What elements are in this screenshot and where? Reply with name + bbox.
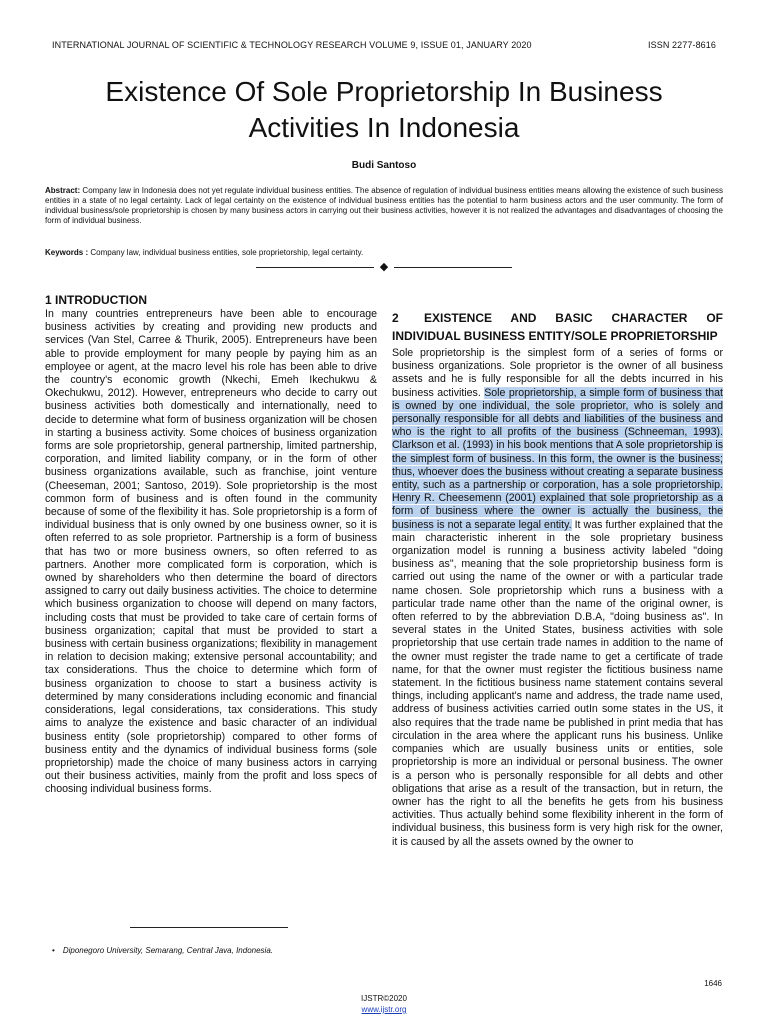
footnote-rule <box>130 927 288 928</box>
page-number: 1646 <box>704 979 722 988</box>
section-2-text-before: Sole proprietorship is the simplest form of a series of forms or business organizations. Sole proprietor is the owner of all business assets and he is fully responsible for all the debts incurred in his business activities. <box>392 347 723 399</box>
highlighted-text-selection[interactable]: Sole proprietorship, a simple form of business that is owned by one individual, the sole proprietor, who is solely and personally responsible for all debts and liabilities of the business and who is the right to all profits of the business (Schneeman, 1993). Clarkson et al. (1993) in his book mentions that A sole proprietorship is the simplest form of business. In this form, the owner is the business; thus, whoever does the business without creating a separate business entity, such as a partnership or corporation, has a sole proprietorship. Henry R. Cheesemenn (2001) explained that sole proprietorship as a form of business where the owner is actually the business, the business is not a separate legal entity. <box>392 386 724 531</box>
abstract-label: Abstract: <box>45 186 81 195</box>
keywords <box>45 248 723 258</box>
title-line-2: Activities In Indonesia <box>248 112 520 143</box>
right-column <box>392 309 723 849</box>
section-divider <box>0 262 768 273</box>
affiliation-text: Diponegoro University, Semarang, Central Java, Indonesia. <box>62 946 273 955</box>
abstract <box>45 186 723 226</box>
affiliation-footnote <box>52 946 368 955</box>
keywords-label: Keywords : <box>45 248 89 257</box>
section-1-body: In many countries entrepreneurs have been able to encourage business activities by creating and providing new products and services (Van Stel, Carree & Thurik, 2005). Entrepreneurs have been able to provide employment for many people by paying him as an employee or agent, at the macro level his role has been able to drive the country's economic growth (Nkechi, Emeh Ikechukwu & Okechukwu, 2012). However, entrepreneurs who decide to carry out business activities both domestically and internationally, need to decide to determine what form of business organization will be chosen in starting a business activity. Some choices of business organization forms are sole proprietorship, general partnership, limited partnership, corporation, and limited liability company, or in the form of other business organizations available, such as franchise, joint venture (Cheeseman, 2001; Santoso, 2019). Sole proprietorship is the most common form of business and is often found in the community because of some of the flexibility it has. Sole proprietorship is a form of individual business that is only owned by one business owner, so it is often referred to as sole proprietor. Partnership is a form of business that has two or more business owners, so often referred to as partners. Another more complicated form is corporation, which is owned by shareholders who then determine the board of directors assigned to carry out daily business activities. The choice to determine which business organization to choose will depend on many factors, including costs that must be provided to take care of certain forms of business organization; capital that must be provided to start a business with certain business organizations; flexibility in management in relation to decision making; extensive personal accountability; and tax considerations. Thus the choice to determine which form of business organization to choose to start a business activity is determined by many considerations including economic and financial considerations, legal considerations, tax considerations. This study aims to analyze the existence and basic character of an individual business entity (sole proprietorship) compared to other forms of business entity and the dynamics of individual business forms (sole proprietorship) made the choice of many business actors in carrying out their business activities, mainly from the profit and loss specs of choosing individual business forms. <box>45 308 377 796</box>
section-2-title: EXISTENCE AND BASIC CHARACTER OF INDIVIDUAL BUSINESS ENTITY/SOLE PROPRIETORSHIP <box>392 311 723 343</box>
divider-line-left <box>256 267 374 268</box>
section-1-heading: 1 INTRODUCTION <box>45 293 147 307</box>
bullet-icon: • <box>52 946 55 955</box>
diamond-icon: ◆ <box>379 261 389 273</box>
section-2-text-after: It was further explained that the main characteristic inherent in the sole proprietary business organization model is running a business activity labeled "doing business as", meaning that the sole proprietorship business form is carried out using the name of the owner or with a particular trade name chosen. Sole proprietorship which runs a business with a particular trade name other than the name of the original owner, is often referred to by the abbreviation D.B.A, "doing business as". In several states in the United States, business activities with sole proprietorship that use certain trade names in addition to the name of the owner must register the trade name to get a certificate of trade name, for that the owner must register the fictitious business name statement. In the fictitious business name statement contains several things, including applicant's name and address, the trade name used, address of business activities carried outIn some states in the US, it also requires that the trade name be published in print media that has circulation in the area where the applicant runs his business. Unlike companies which are usually business units or entities, sole proprietorship is more an individual or personal business. The owner is a person who is personally responsible for all debts and other obligations that arise as a result of the transaction, but in return, the owner has the right to all the benefits he gets from his business activities. Thus actually behind some flexibility inherent in the form of individual business, this business form is very high risk for the owner, it is caused by all the assets owned by the owner to <box>392 518 723 848</box>
journal-name: INTERNATIONAL JOURNAL OF SCIENTIFIC & TECHNOLOGY RESEARCH VOLUME 9, ISSUE 01, JANUARY 2020 <box>52 40 532 50</box>
divider-line-right <box>394 267 512 268</box>
copyright: IJSTR©2020 <box>361 994 407 1003</box>
page-footer <box>0 993 768 1015</box>
section-2-number: 2 <box>392 311 399 325</box>
author-name: Budi Santoso <box>351 160 417 171</box>
title-line-1: Existence Of Sole Proprietorship In Business <box>105 76 663 107</box>
issn: ISSN 2277-8616 <box>648 40 716 50</box>
keywords-text: Company law, individual business entities, sole proprietorship, legal certainty. <box>88 248 364 257</box>
paper-title <box>40 74 728 146</box>
abstract-text: Company law in Indonesia does not yet regulate individual business entities. The absence of regulation of individual business entities means allowing the existence of such business entities in a state of no legal certainty. Lack of legal certainty on the existence of individual business entities has the potential to harm business actors and the user community. The form of individual business/sole proprietorship is chosen by many business actors in carrying out their business activities, however it is not realized the advantages and disadvantages of choosing the form of individual business. <box>45 186 723 225</box>
running-header <box>52 40 716 50</box>
journal-website-link[interactable]: www.ijstr.org <box>361 1005 407 1014</box>
section-2-body <box>392 347 723 849</box>
section-2-heading <box>392 309 723 345</box>
left-column <box>45 292 377 797</box>
